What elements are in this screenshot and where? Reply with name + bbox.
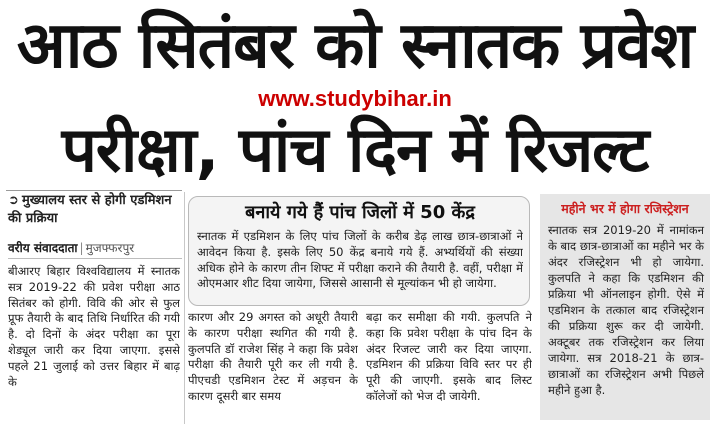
- watermark-url: www.studybihar.in: [258, 86, 452, 111]
- byline-reporter: वरीय संवाददाता: [8, 241, 78, 255]
- box-text-centers: स्नातक में एडमिशन के लिए पांच जिलों के करीब डेढ़ लाख छात्र-छात्राओं ने आवेदन किया है. इसके लिए 50 केंद्र बनाये गये हैं. अभ्यर्थियों की संख्या अधिक होने के कारण तीन शिफ्ट में परीक्षा कराने की तैयारी है. वहीं, परीक्षा में ओएमआर शीट दिया जायेगा, जिससे आसानी से मूल्यांकन भी हो जायेगा.: [197, 229, 523, 291]
- bullet-arrow-icon: ➲: [8, 193, 19, 208]
- article-column-1: बीआरए बिहार विश्वविद्यालय में स्नातक सत्र 2019-22 की प्रवेश परीक्षा आठ सितंबर को होगी. विवि की ओर से फुल प्रूफ तैयारी के बाद तिथि निर्धारित की गयी है. दो दिनों के अंदर परीक्षा का पूरा शेड्यूल जारी कर दिया जाएगा. इससे पहले 21 जुलाई को उत्तर बिहार में बाढ़ के: [8, 264, 180, 389]
- headline-line-2: परीक्षा, पांच दिन में रिजल्ट: [61, 113, 649, 186]
- column-divider-1: [184, 192, 185, 424]
- subheadline: [8, 192, 184, 228]
- box-text-registration: स्नातक सत्र 2019-20 में नामांकन के बाद छात्र-छात्राओं का महीने भर के अंदर रजिस्ट्रेशन भी हो जायेगा. कुलपति ने कहा कि एडमिशन की प्रक्रिया भी ऑनलाइन होगी. ऐसे में एडमिशन के तत्काल बाद रजिस्ट्रेशन की प्रक्रिया शुरू कर दी जायेगी. अक्टूबर तक रजिस्ट्रेशन कर लिया जायेगा. सत्र 2018-21 के छात्र-छात्राओं का रजिस्ट्रेशन अभी पिछले महीने हुआ है.: [548, 223, 704, 397]
- sidebar-box-centers: [188, 196, 530, 306]
- box-title-registration: महीने भर में होगा रजिस्ट्रेशन: [561, 201, 689, 216]
- byline-separator: |: [79, 241, 84, 255]
- article-column-2: कारण और 29 अगस्त को अधूरी तैयारी के कारण परीक्षा स्थगित की गयी है. कुलपति डॉ राजेश सिंह ने कहा कि प्रवेश परीक्षा की तैयारी पूरी कर ली गयी है. पीएचडी एडमिशन टेस्ट में अड़चन के कारण दूसरी बार समय: [188, 310, 358, 403]
- subheadline-text: मुख्यालय स्तर से होगी एडमिशन की प्रक्रिया: [8, 193, 172, 226]
- sidebar-box-registration: [540, 194, 710, 420]
- box-title-centers: बनाये गये हैं पांच जिलों में 50 केंद्र: [245, 202, 475, 223]
- top-divider: [6, 190, 182, 191]
- byline: [8, 240, 184, 256]
- byline-city: मुजफ्फरपुर: [85, 241, 135, 255]
- headline-line-1: आठ सितंबर को स्नातक प्रवेश: [16, 9, 694, 83]
- byline-divider: [8, 258, 182, 259]
- article-column-3: बढ़ा कर समीक्षा की गयी. कुलपति ने कहा कि प्रवेश परीक्षा के पांच दिन के अंदर रिजल्ट जारी कर दिया जाएगा. एडमिशन की प्रक्रिया विवि स्तर पर ही पूरी की जाएगी. इसके बाद लिस्ट कॉलेजों को भेज दी जायेगी.: [366, 310, 532, 403]
